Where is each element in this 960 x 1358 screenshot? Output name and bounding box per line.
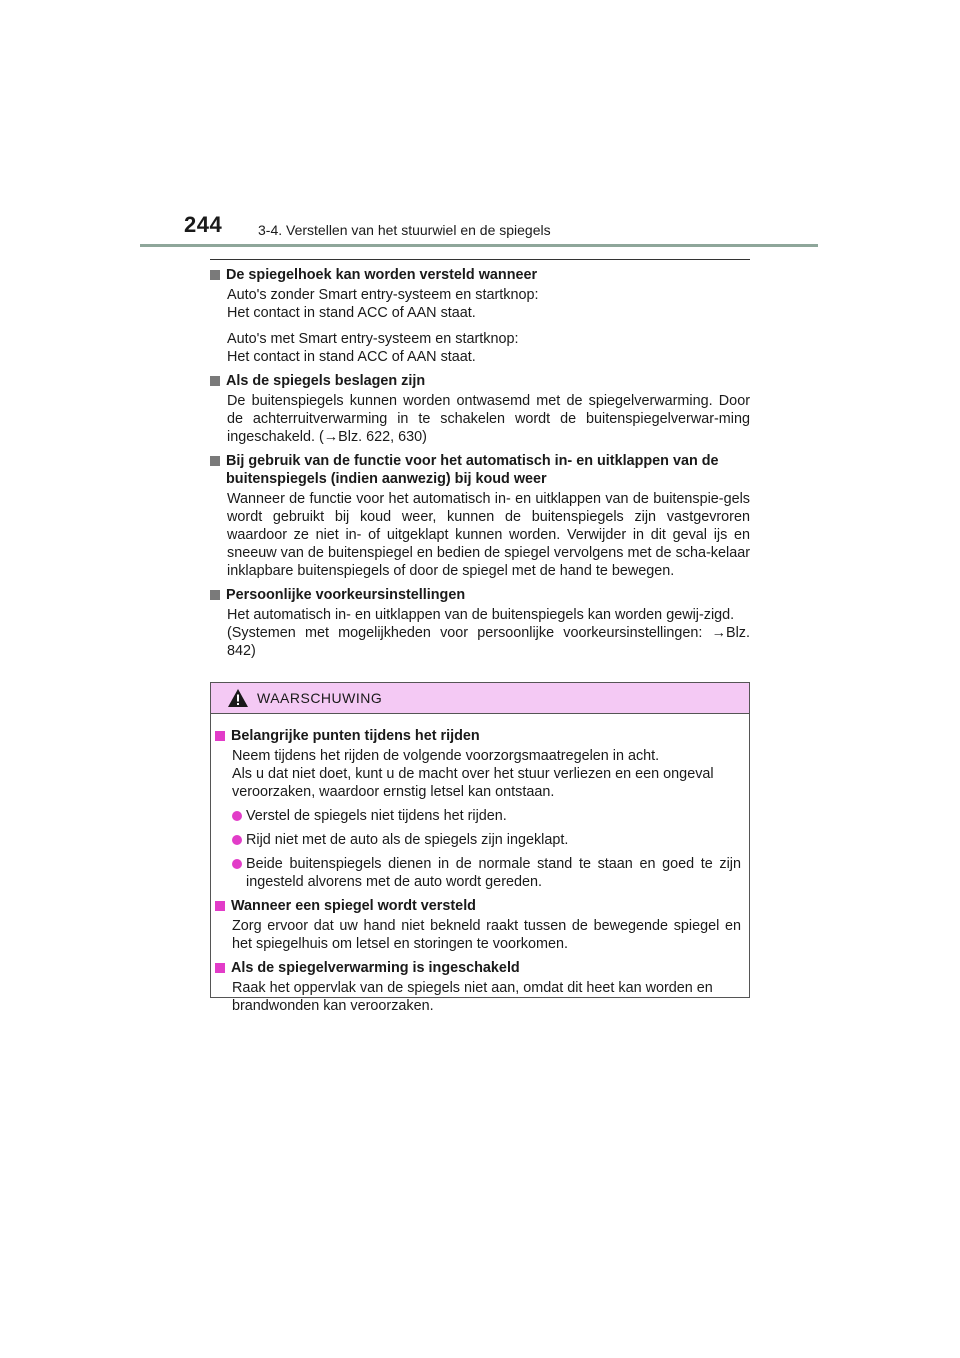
- section-cold-weather: [210, 452, 750, 580]
- warning-body: [211, 714, 749, 1015]
- section-body: [227, 286, 750, 366]
- section-heading: Bij gebruik van de functie voor het automatisch in- en uitklappen van de buitenspiegels (indien aanwezig) bij koud weer: [210, 452, 750, 488]
- bullet-list: [232, 807, 741, 891]
- warning-item-heater: [215, 959, 741, 1015]
- warning-item-body: [232, 747, 741, 801]
- paragraph: Raak het oppervlak van de spiegels niet aan, omdat dit heet kan worden en brandwonden kan veroorzaken.: [232, 980, 713, 1014]
- paragraph: Wanneer de functie voor het automatisch in- en uitklappen van de buitenspie-gels wordt gebruikt bij koud weer, kunnen de buitenspiegels zijn vastgevroren waardoor ze niet in- of uitgeklapt kunnen worden. Verwijder in dit geval ijs en sneeuw van de buitenspiegel en bedien de spiegel vervolgens met de scha-kelaar inklapbare buitenspiegels of door de spiegel met de hand te bewegen.: [227, 491, 750, 579]
- section-body: [227, 392, 750, 446]
- section-personal-settings: [210, 586, 750, 660]
- section-mirror-angle: [210, 266, 750, 366]
- paragraph: Het automatisch in- en uitklappen van de buitenspiegels kan worden gewij-zigd. (Systemen met mogelijkheden voor persoonlijke voorkeursinstellingen: →Blz. 842): [227, 607, 750, 659]
- divider: [210, 259, 750, 260]
- section-heading: Persoonlijke voorkeursinstellingen: [210, 586, 750, 604]
- square-bullet-icon: [215, 901, 225, 911]
- section-title: 3-4. Verstellen van het stuurwiel en de spiegels: [258, 222, 551, 238]
- warning-item-heading: Wanneer een spiegel wordt versteld: [215, 897, 741, 915]
- warning-item-heading: Belangrijke punten tijdens het rijden: [215, 727, 741, 745]
- square-bullet-icon: [210, 456, 220, 466]
- main-content: [210, 259, 750, 666]
- dot-bullet-icon: [232, 811, 242, 821]
- square-bullet-icon: [210, 590, 220, 600]
- warning-triangle-icon: [227, 688, 249, 708]
- warning-box: [210, 682, 750, 1014]
- square-bullet-icon: [215, 963, 225, 973]
- page-header: [0, 212, 960, 248]
- paragraph: Auto's zonder Smart entry-systeem en startknop: Het contact in stand ACC of AAN staat.: [227, 287, 539, 321]
- list-item: Verstel de spiegels niet tijdens het rijden.: [232, 807, 741, 825]
- warning-title: WAARSCHUWING: [257, 690, 383, 706]
- square-bullet-icon: [210, 376, 220, 386]
- warning-item-body: [232, 917, 741, 953]
- square-bullet-icon: [210, 270, 220, 280]
- section-body: [227, 490, 750, 580]
- page-number: 244: [184, 212, 223, 237]
- list-item: Beide buitenspiegels dienen in de normale stand te staan en goed te zijn ingesteld alvorens met de auto wordt gereden.: [232, 855, 741, 891]
- square-bullet-icon: [215, 731, 225, 741]
- list-item: Rijd niet met de auto als de spiegels zijn ingeklapt.: [232, 831, 741, 849]
- warning-item-driving: [215, 727, 741, 891]
- section-fogged-mirrors: [210, 372, 750, 446]
- paragraph: Auto's met Smart entry-systeem en startknop: Het contact in stand ACC of AAN staat.: [227, 331, 519, 365]
- paragraph: Neem tijdens het rijden de volgende voorzorgsmaatregelen in acht. Als u dat niet doet, kunt u de macht over het stuur verliezen en een ongeval veroorzaken, waardoor ernstig letsel kan ontstaan.: [232, 748, 714, 800]
- section-body: [227, 606, 750, 660]
- warning-item-heading: Als de spiegelverwarming is ingeschakeld: [215, 959, 741, 977]
- paragraph: De buitenspiegels kunnen worden ontwasemd met de spiegelverwarming. Door de achterruitverwarming in te schakelen wordt de buitenspiegelverwar-ming ingeschakeld. (→Blz. 622, 630): [227, 393, 750, 445]
- paragraph: Zorg ervoor dat uw hand niet bekneld raakt tussen de bewegende spiegel en het spiegelhuis om letsel en storingen te voorkomen.: [232, 918, 741, 952]
- section-heading: De spiegelhoek kan worden versteld wanneer: [210, 266, 750, 284]
- warning-item-body: [232, 979, 741, 1015]
- dot-bullet-icon: [232, 859, 242, 869]
- section-heading: Als de spiegels beslagen zijn: [210, 372, 750, 390]
- header-rule: [140, 244, 818, 247]
- warning-item-adjusting: [215, 897, 741, 953]
- dot-bullet-icon: [232, 835, 242, 845]
- warning-header: [211, 683, 749, 714]
